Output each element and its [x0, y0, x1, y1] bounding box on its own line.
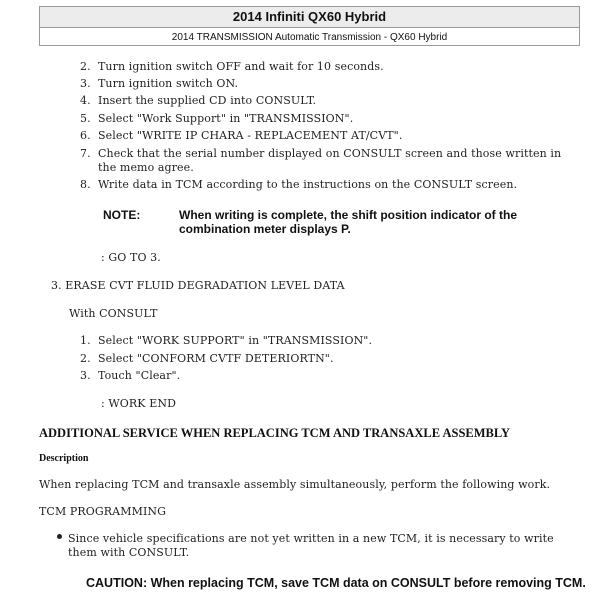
tcm-programming-heading: TCM PROGRAMMING	[39, 505, 167, 518]
step-number: 2.	[80, 352, 91, 365]
step-number: 4.	[80, 94, 91, 107]
document-header	[39, 6, 580, 46]
step-text: Select "CONFORM CVTF DETERIORTN".	[98, 352, 334, 365]
note-label: NOTE:	[103, 208, 141, 222]
with-consult-label: With CONSULT	[69, 307, 158, 320]
step-text: Select "WORK SUPPORT" in "TRANSMISSION".	[98, 334, 373, 347]
step-text: Turn ignition switch ON.	[98, 77, 239, 90]
step-text: Write data in TCM according to the instructions on the CONSULT screen.	[98, 178, 518, 191]
step-text: Select "Work Support" in "TRANSMISSION".	[98, 112, 354, 125]
step-number: 6.	[80, 129, 91, 142]
step-number: 1.	[80, 334, 91, 347]
description-heading: Description	[39, 453, 89, 464]
section-heading: ADDITIONAL SERVICE WHEN REPLACING TCM AND TRANSAXLE ASSEMBLY	[39, 426, 511, 440]
step-number: 3.	[80, 369, 91, 382]
bullet-text: Since vehicle specifications are not yet written in a new TCM, it is necessary to write them with CONSULT.	[68, 532, 554, 559]
note-text: When writing is complete, the shift position indicator of the combination meter displays P.	[179, 208, 518, 236]
step-number: 8.	[80, 178, 91, 191]
step-number: 2.	[80, 60, 91, 73]
step-number: 5.	[80, 112, 91, 125]
step-text: Select "WRITE IP CHARA - REPLACEMENT AT/CVT".	[98, 129, 403, 142]
step-text: Turn ignition switch OFF and wait for 10 seconds.	[98, 60, 384, 73]
caution-text: CAUTION: When replacing TCM, save TCM data on CONSULT before removing TCM.	[86, 576, 586, 590]
document-title: 2014 Infiniti QX60 Hybrid	[40, 7, 579, 28]
step-text: Check that the serial number displayed on CONSULT screen and those written in	[98, 147, 562, 160]
step-text: Touch "Clear".	[98, 369, 181, 382]
step-text-continued: the memo agree.	[98, 161, 194, 174]
description-text: When replacing TCM and transaxle assembly simultaneously, perform the following work.	[39, 478, 551, 491]
step-text: Insert the supplied CD into CONSULT.	[98, 94, 317, 107]
step-number: 7.	[80, 147, 91, 160]
work-end: : WORK END	[101, 397, 176, 410]
goto-step: : GO TO 3.	[101, 251, 161, 264]
step-number: 3.	[80, 77, 91, 90]
bullet-icon	[57, 534, 62, 539]
step3-title: 3. ERASE CVT FLUID DEGRADATION LEVEL DATA	[51, 279, 345, 292]
document-subtitle: 2014 TRANSMISSION Automatic Transmission - QX60 Hybrid	[171, 32, 448, 43]
